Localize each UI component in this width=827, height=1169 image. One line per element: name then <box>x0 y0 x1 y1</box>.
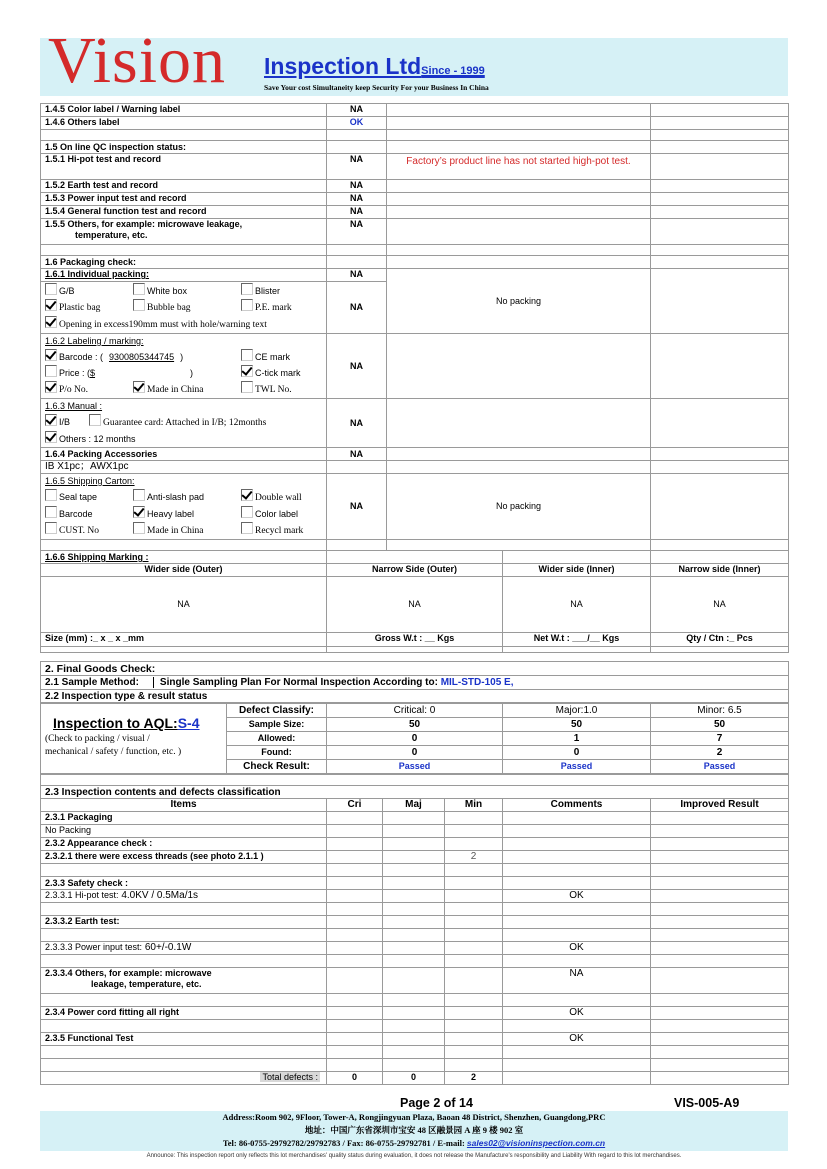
option-gb[interactable]: G/B <box>45 283 133 299</box>
labeling-options <box>41 334 327 399</box>
aql-label: Defect Classify: <box>227 704 327 718</box>
column-header: Min <box>445 799 503 812</box>
item-label: 1.5.5 Others, for example: microwave leakage, temperature, etc. <box>41 219 327 245</box>
checkbox-checked[interactable] <box>45 349 57 361</box>
column-header: Narrow Side (Outer) <box>327 564 503 577</box>
section-title-row <box>41 141 789 154</box>
column-header: Cri <box>327 799 383 812</box>
table-row: 2.3.2.1 there were excess threads (see photo 2.1.1 ) 2 <box>41 851 789 864</box>
document-id: VIS-005-A9 <box>674 1096 740 1110</box>
minor-header: Minor: 6.5 <box>651 704 789 718</box>
table-row <box>41 206 789 219</box>
company-slogan: Save Your cost Simultaneity keep Security For your Business In China <box>264 83 489 92</box>
status-cell: OK <box>327 117 387 130</box>
minor-value: 7 <box>651 732 789 746</box>
major-value: 50 <box>503 718 651 732</box>
comment-cell: OK <box>503 942 651 955</box>
manual-options <box>41 399 327 448</box>
aql-table <box>40 703 789 774</box>
defects-header-row <box>41 799 789 812</box>
table-row <box>41 154 789 180</box>
item-label: 1.5.1 Hi-pot test and record <box>41 154 327 180</box>
option-ce-mark[interactable]: CE mark <box>241 349 290 365</box>
major-header: Major:1.0 <box>503 704 651 718</box>
option-pe-mark[interactable]: P.E. mark <box>241 299 292 316</box>
comment-cell: OK <box>503 890 651 903</box>
item-label: 1.6.6 Shipping Marking : <box>41 551 327 564</box>
footer-address-cn: 地址：中国广东省深圳市宝安 48 区融景园 A 座 9 楼 902 室 <box>304 1125 524 1135</box>
status-cell: NA <box>327 104 387 117</box>
shipping-carton-options <box>41 474 327 540</box>
option-bubble-bag[interactable]: Bubble bag <box>133 299 241 316</box>
aql-value: S-4 <box>177 715 200 731</box>
checkbox-checked[interactable] <box>241 489 253 501</box>
table-row: No Packing <box>41 825 789 838</box>
table-row: 2.3.5 Functional Test OK <box>41 1033 789 1046</box>
critical-header: Critical: 0 <box>327 704 503 718</box>
column-header: Wider side (Outer) <box>41 564 327 577</box>
checkbox[interactable] <box>241 299 253 311</box>
checkbox-checked[interactable] <box>45 316 57 328</box>
major-result: Passed <box>503 760 651 774</box>
item-label: 1.6.1 Individual packing: <box>41 269 327 282</box>
qty-cell: Qty / Ctn :_ Pcs <box>651 633 789 647</box>
defects-table <box>40 774 789 1085</box>
footer-banner <box>40 1111 788 1151</box>
column-header: Maj <box>383 799 445 812</box>
status-cell: NA <box>327 448 387 461</box>
comment-cell: Factory’s product line has not started high-pot test. <box>387 154 651 180</box>
min-defect-count: 2 <box>445 851 503 864</box>
table-row <box>41 219 789 245</box>
major-value: 1 <box>503 732 651 746</box>
option-barcode-carton[interactable]: Barcode <box>45 506 133 522</box>
section-title-row <box>41 662 789 676</box>
section-title: 1.5 On line QC inspection status: <box>41 141 327 154</box>
total-minor: 2 <box>445 1072 503 1085</box>
power-input-cell: 2.3.3.3 Power input test: 60+/-0.1W <box>41 942 327 955</box>
checkbox[interactable] <box>89 414 101 426</box>
item-label: 1.6.3 Manual : <box>45 401 103 411</box>
table-row <box>41 461 789 474</box>
option-others[interactable]: Others : 12 months <box>45 431 322 447</box>
table-row: 2.3.4 Power cord fitting all right OK <box>41 1007 789 1020</box>
critical-value: 0 <box>327 732 503 746</box>
company-logo: Vision <box>48 24 227 97</box>
option-double-wall[interactable]: Double wall <box>241 489 302 506</box>
aql-label: Allowed: <box>227 732 327 746</box>
option-twl-no[interactable]: TWL No. <box>241 381 292 398</box>
checkbox[interactable] <box>241 283 253 295</box>
status-cell: NA <box>327 282 387 334</box>
table-row <box>41 193 789 206</box>
company-name: Inspection LtdSince - 1999 <box>264 53 485 79</box>
item-label: 1.5.2 Earth test and record <box>41 180 327 193</box>
checkbox[interactable] <box>45 489 57 501</box>
option-po-no[interactable]: P/o No. <box>45 381 133 398</box>
option-white-box[interactable]: White box <box>133 283 241 299</box>
item-label: 1.4.6 Others label <box>41 117 327 130</box>
column-header: Wider side (Inner) <box>503 564 651 577</box>
barcode-value: 9300805344745 <box>109 352 175 362</box>
marking-value: NA <box>503 577 651 633</box>
major-value: 0 <box>503 746 651 760</box>
option-recycle-mark[interactable]: Recycl mark <box>241 522 303 539</box>
table-row <box>41 117 789 130</box>
individual-packing-options <box>41 282 327 334</box>
section-title: 1.6 Packaging check: <box>41 256 327 269</box>
marking-value: NA <box>651 577 789 633</box>
item-label: 1.5.3 Power input test and record <box>41 193 327 206</box>
aql-title: Inspection to AQL:S-4 <box>53 715 200 731</box>
total-major: 0 <box>383 1072 445 1085</box>
option-made-in-china[interactable]: Made in China <box>133 381 241 398</box>
price-value: $ <box>90 368 96 378</box>
inspection-report-table <box>40 103 789 653</box>
table-row <box>41 104 789 117</box>
option-seal-tape[interactable]: Seal tape <box>45 489 133 505</box>
critical-result: Passed <box>327 760 503 774</box>
final-goods-table <box>40 661 789 703</box>
critical-value: 50 <box>327 718 503 732</box>
size-cell: Size (mm) :_ x _ x _mm <box>41 633 327 647</box>
checkbox-checked[interactable] <box>133 506 145 518</box>
table-row: 2.3.3.2 Earth test: <box>41 916 789 929</box>
status-cell: NA <box>327 269 387 282</box>
checkbox[interactable] <box>241 349 253 361</box>
table-row <box>41 180 789 193</box>
marking-value: NA <box>41 577 327 633</box>
checkbox[interactable] <box>133 522 145 534</box>
marking-value-row <box>41 577 789 633</box>
option-color-label[interactable]: Color label <box>241 506 298 522</box>
item-label: 1.5.4 General function test and record <box>41 206 327 219</box>
status-cell: NA <box>327 474 387 540</box>
status-cell: NA <box>327 334 387 399</box>
net-weight-cell: Net W.t : ___/__ Kgs <box>503 633 651 647</box>
footer-address: Address:Room 902, 9Floor, Tower-A, Rongjingyuan Plaza, Baoan 48 District, Shenzhen, Guangdong,PRC <box>222 1112 606 1122</box>
gross-weight-cell: Gross W.t : __ Kgs <box>327 633 503 647</box>
checkbox-row <box>41 399 789 448</box>
option-heavy-label[interactable]: Heavy label <box>133 506 241 522</box>
minor-value: 50 <box>651 718 789 732</box>
checkbox-checked[interactable] <box>241 365 253 377</box>
comment-cell: NA <box>503 968 651 994</box>
footer-announcement: Announce: This inspection report only reflects this lot merchandises' quality status during evaluation, it does not release the Manufacture's responsibility and Liability With regard to this lot merchandises. <box>146 1153 682 1159</box>
column-header: Narrow side (Inner) <box>651 564 789 577</box>
option-cust-no[interactable]: CUST. No <box>45 522 133 539</box>
option-opening[interactable]: Opening in excess190mm must with hole/warning text <box>45 316 322 333</box>
footer-contact: Tel: 86-0755-29792782/29792783 / Fax: 86-0755-29792781 / E-mail: sales02@visioninspection.com.cn <box>222 1138 606 1148</box>
checkbox[interactable] <box>45 506 57 518</box>
option-plastic-bag[interactable]: Plastic bag <box>45 299 133 316</box>
checkbox[interactable] <box>45 283 57 295</box>
checkbox-checked[interactable] <box>133 381 145 393</box>
accessories-detail: IB X1pc；AWX1pc <box>41 461 327 474</box>
total-critical: 0 <box>327 1072 383 1085</box>
column-header: Improved Result <box>651 799 789 812</box>
comment-cell: No packing <box>387 269 651 334</box>
aql-cell: Inspection to AQL:S-4 (Check to packing / visual / mechanical / safety / function, etc. ) <box>41 704 227 774</box>
checkbox[interactable] <box>45 522 57 534</box>
option-anti-slash[interactable]: Anti-slash pad <box>133 489 241 505</box>
aql-label: Check Result: <box>227 760 327 774</box>
option-made-in-china-carton[interactable]: Made in China <box>133 522 241 539</box>
aql-label: Sample Size: <box>227 718 327 732</box>
item-label: 1.6.2 Labeling / marking: <box>45 336 144 346</box>
standard-name: MIL-STD-105 E, <box>440 677 514 688</box>
table-row <box>41 942 789 955</box>
option-blister[interactable]: Blister <box>241 283 280 299</box>
table-row: 2.3.1 Packaging <box>41 812 789 825</box>
comment-cell: OK <box>503 1033 651 1046</box>
marking-value: NA <box>327 577 503 633</box>
column-header: Items <box>41 799 327 812</box>
checkbox[interactable] <box>45 365 57 377</box>
checkbox-checked[interactable] <box>45 431 57 443</box>
comment-cell: OK <box>503 1007 651 1020</box>
section-title-row <box>41 690 789 703</box>
item-label: 1.4.5 Color label / Warning label <box>41 104 327 117</box>
checkbox-checked[interactable] <box>45 299 57 311</box>
status-cell: NA <box>327 206 387 219</box>
total-row <box>41 1072 789 1085</box>
table-row: 2.3.2 Appearance check : <box>41 838 789 851</box>
table-row <box>41 704 789 718</box>
email-link[interactable]: sales02@visioninspection.com.cn <box>466 1138 606 1148</box>
option-c-tick[interactable]: C-tick mark <box>241 365 301 381</box>
checkbox[interactable] <box>241 506 253 518</box>
option-barcode[interactable]: Barcode : ( 9300805344745 ) <box>45 349 241 365</box>
status-cell: NA <box>327 180 387 193</box>
section-title: 2. Final Goods Check: <box>41 662 789 676</box>
section-title-row <box>41 256 789 269</box>
critical-value: 0 <box>327 746 503 760</box>
minor-value: 2 <box>651 746 789 760</box>
hipot-cell: 2.3.3.1 Hi-pot test: 4.0KV / 0.5Ma/1s <box>41 890 327 903</box>
checkbox-row <box>41 334 789 399</box>
option-guarantee-card[interactable]: Guarantee card: Attached in I/B; 12months <box>89 414 266 431</box>
checkbox[interactable] <box>133 489 145 501</box>
column-header: Comments <box>503 799 651 812</box>
aql-label: Found: <box>227 746 327 760</box>
table-row <box>41 551 789 564</box>
table-row <box>41 448 789 461</box>
table-row <box>41 269 789 282</box>
option-ib[interactable]: I/B <box>45 414 89 430</box>
table-row <box>41 968 789 994</box>
sample-method: 2.1 Sample Method: Single Sampling Plan For Normal Inspection According to: MIL-STD-105 E, <box>41 676 789 690</box>
others-cell: 2.3.3.4 Others, for example: microwave leakage, temperature, etc. <box>41 968 327 994</box>
status-cell: NA <box>327 193 387 206</box>
checkbox-checked[interactable] <box>45 381 57 393</box>
comment-cell: No packing <box>387 474 651 540</box>
item-label: 1.6.4 Packing Accessories <box>41 448 327 461</box>
section-title: 2.2 Inspection type & result status <box>41 690 789 703</box>
checkbox[interactable] <box>133 299 145 311</box>
item-label: 1.6.5 Shipping Carton: <box>45 476 135 486</box>
table-row <box>41 890 789 903</box>
company-since: Since - 1999 <box>421 65 485 77</box>
option-price[interactable]: Price : ($ ) <box>45 365 241 381</box>
status-cell: NA <box>327 154 387 180</box>
marking-size-row <box>41 633 789 647</box>
total-label: Total defects : <box>262 1072 318 1082</box>
section-title: 2.3 Inspection contents and defects classification <box>41 786 789 799</box>
checkbox[interactable] <box>133 283 145 295</box>
table-row: 2.3.3 Safety check : <box>41 877 789 890</box>
checkbox-row <box>41 474 789 540</box>
minor-result: Passed <box>651 760 789 774</box>
sample-method-row <box>41 676 789 690</box>
status-cell: NA <box>327 399 387 448</box>
page-number: Page 2 of 14 <box>400 1096 473 1110</box>
checkbox[interactable] <box>241 381 253 393</box>
status-cell: NA <box>327 219 387 245</box>
section-title-row <box>41 786 789 799</box>
checkbox[interactable] <box>241 522 253 534</box>
checkbox-checked[interactable] <box>45 414 57 426</box>
marking-header-row <box>41 564 789 577</box>
